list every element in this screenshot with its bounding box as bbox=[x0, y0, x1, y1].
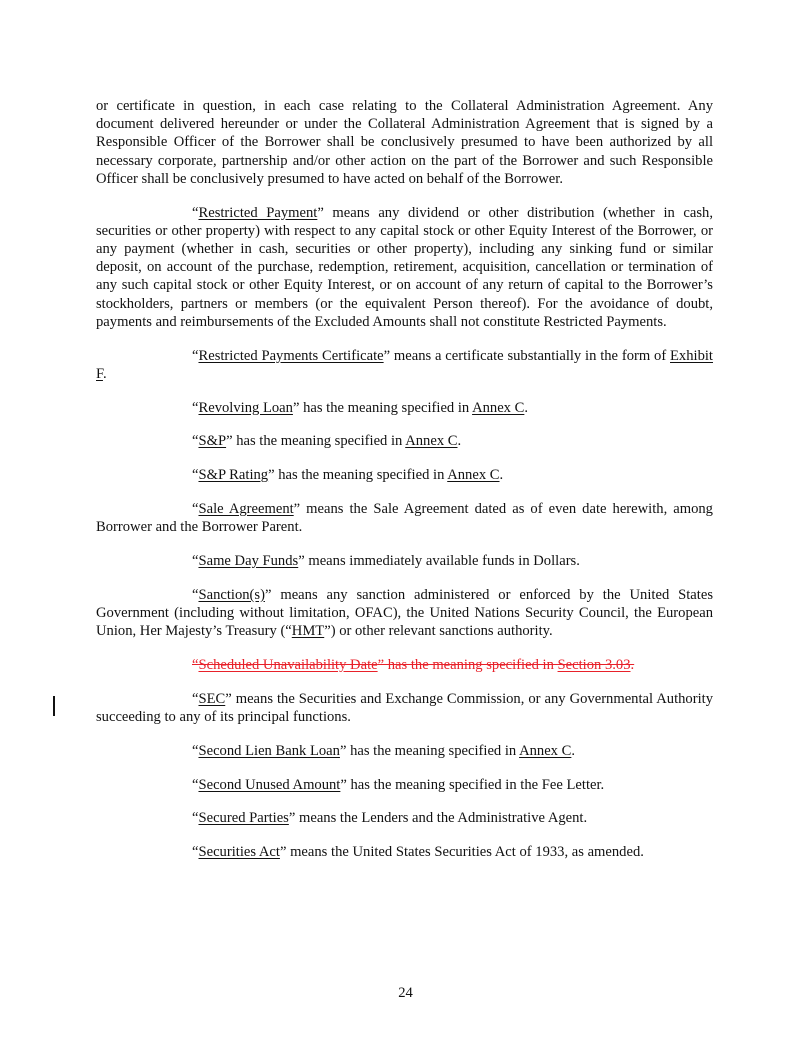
definition-text: ” means the Securities and Exchange Commission, or any Governmental Authority succeeding to any of its principal functions. bbox=[96, 690, 713, 726]
definition-restricted-payment bbox=[96, 204, 713, 331]
definition-securities-act bbox=[96, 843, 713, 861]
definition-sp-rating bbox=[96, 466, 713, 484]
defined-term: Same Day Funds bbox=[198, 553, 299, 570]
definition-text: ” means a certificate substantially in the form of bbox=[383, 347, 671, 364]
definition-end: . bbox=[630, 657, 635, 674]
defined-term: Revolving Loan bbox=[198, 399, 293, 416]
definition-text: ” has the meaning specified in bbox=[226, 433, 406, 450]
definition-revolving-loan bbox=[96, 399, 713, 417]
definition-secured-parties bbox=[96, 809, 713, 827]
open-quote: “ bbox=[192, 844, 199, 861]
defined-term: Second Lien Bank Loan bbox=[198, 742, 340, 759]
defined-term: S&P bbox=[198, 433, 227, 450]
definition-end: . bbox=[571, 742, 576, 759]
cross-reference: HMT bbox=[291, 623, 325, 640]
definition-text: ” means the United States Securities Act of 1933, as amended. bbox=[279, 844, 644, 861]
open-quote: “ bbox=[192, 690, 199, 707]
definition-end: . bbox=[457, 433, 462, 450]
paragraph-continuation bbox=[96, 97, 713, 188]
defined-term: Restricted Payments Certificate bbox=[198, 347, 384, 364]
definition-text: ” has the meaning specified in bbox=[292, 399, 473, 416]
open-quote: “ bbox=[192, 399, 199, 416]
cross-reference: Exhibit F bbox=[96, 347, 713, 382]
open-quote: “ bbox=[192, 501, 199, 518]
definition-end: . bbox=[499, 467, 504, 484]
definition-second-lien-bank-loan bbox=[96, 742, 713, 760]
open-quote: “ bbox=[192, 347, 199, 364]
definition-end: . bbox=[524, 399, 529, 416]
definition-text: ” has the meaning specified in bbox=[268, 467, 448, 484]
open-quote: “ bbox=[192, 433, 199, 450]
cross-reference: Annex C bbox=[405, 433, 458, 450]
definition-text: ” means any dividend or other distribution (whether in cash, securities or other property) with respect to any capital stock or other Equity Interest of the Borrower, or any payment (whether in cash, securities or other property), including any sinking fund or similar deposit, on account of the purchase, redemption, retirement, acquisition, cancellation or termination of any such capital stock or other Equity Interest, or on account of any return of capital to the Borrower’s stockholders, partners or members (or the equivalent Person thereof). For the avoidance of doubt, payments and reimbursements of the Excluded Amounts shall not constitute Restricted Payments. bbox=[96, 204, 713, 330]
cross-reference: Annex C bbox=[447, 467, 500, 484]
defined-term: Second Unused Amount bbox=[198, 776, 341, 793]
definition-end: . bbox=[102, 365, 107, 382]
definition-text: ” has the meaning specified in the Fee Letter. bbox=[340, 776, 605, 793]
defined-term: Secured Parties bbox=[198, 810, 289, 827]
definition-end: ”) or other relevant sanctions authority. bbox=[324, 623, 553, 640]
revision-change-bar bbox=[53, 696, 55, 716]
defined-term: Restricted Payment bbox=[198, 204, 318, 221]
open-quote: “ bbox=[192, 204, 199, 221]
cross-reference: Annex C bbox=[472, 399, 525, 416]
defined-term: Sanction(s) bbox=[198, 586, 265, 603]
cross-reference: Section 3.03 bbox=[557, 657, 631, 674]
definition-same-day-funds bbox=[96, 552, 713, 570]
definition-sale-agreement bbox=[96, 500, 713, 536]
paragraph-text: or certificate in question, in each case relating to the Collateral Administration Agreement. Any document delivered hereunder or under the Collateral Administration Agreement that is signed by a Responsible Officer of the Borrower shall be conclusively presumed to have been authorized by all necessary corporate, partnership and/or other action on the part of the Borrower and such Responsible Officer shall be conclusively presumed to have acted on behalf of the Borrower. bbox=[96, 98, 713, 187]
open-quote: “ bbox=[192, 776, 199, 793]
defined-term: SEC bbox=[198, 690, 226, 707]
definition-sec bbox=[96, 690, 713, 726]
defined-term: Scheduled Unavailability Date bbox=[198, 657, 378, 674]
page-number: 24 bbox=[398, 985, 413, 1001]
open-quote: “ bbox=[192, 467, 199, 484]
definition-text: ” means the Sale Agreement dated as of even date herewith, among Borrower and the Borrower Parent. bbox=[96, 501, 713, 536]
defined-term: Sale Agreement bbox=[198, 501, 294, 518]
open-quote: “ bbox=[192, 657, 199, 674]
document-page bbox=[96, 97, 713, 877]
definition-text: ” means immediately available funds in Dollars. bbox=[298, 553, 580, 570]
definition-restricted-payments-certificate bbox=[96, 347, 713, 383]
definition-text: ” has the meaning specified in bbox=[377, 657, 558, 674]
open-quote: “ bbox=[192, 586, 199, 603]
definition-sanctions bbox=[96, 586, 713, 641]
definition-text: ” means the Lenders and the Administrative Agent. bbox=[288, 810, 588, 827]
definition-text: ” has the meaning specified in bbox=[339, 742, 520, 759]
open-quote: “ bbox=[192, 553, 199, 570]
definition-scheduled-unavailability-date-deleted bbox=[96, 656, 713, 674]
definition-text: ” means any sanction administered or enforced by the United States Government (including without limitation, OFAC), the United Nations Security Council, the European Union, Her Majesty’s Treasury (“ bbox=[96, 586, 713, 640]
open-quote: “ bbox=[192, 742, 199, 759]
definition-second-unused-amount bbox=[96, 776, 713, 794]
cross-reference: Annex C bbox=[519, 742, 572, 759]
defined-term: Securities Act bbox=[198, 844, 280, 861]
defined-term: S&P Rating bbox=[198, 467, 269, 484]
open-quote: “ bbox=[192, 810, 199, 827]
definition-sp bbox=[96, 432, 713, 450]
